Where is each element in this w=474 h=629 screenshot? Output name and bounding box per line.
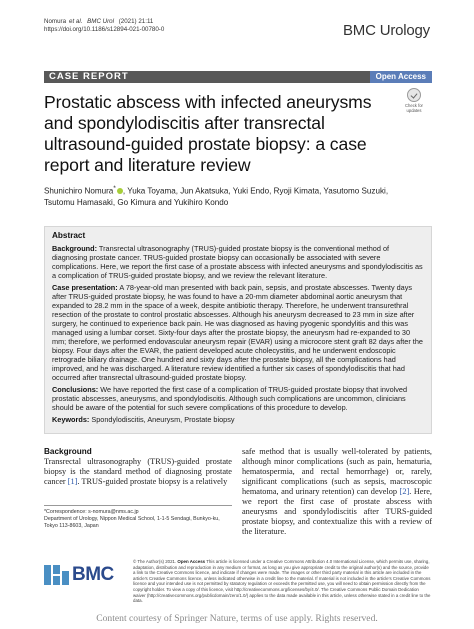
article-type-band <box>44 71 432 83</box>
corresponding-author[interactable]: Shunichiro Nomura <box>44 186 114 196</box>
abstract-keywords: Keywords: Spondylodiscitis, Aneurysm, Prostate biopsy <box>52 415 235 424</box>
abstract-heading: Abstract <box>52 231 86 240</box>
citation-header <box>44 18 164 34</box>
citation-year-volume: (2021) 21:11 <box>118 18 154 25</box>
abstract-box <box>44 226 432 434</box>
citation-doi[interactable]: https://doi.org/10.1186/s12894-021-00780-0 <box>44 26 165 33</box>
reference-link-2[interactable]: [2] <box>399 487 410 496</box>
citation-author: Nomura <box>44 18 67 25</box>
co-authors: , Yuka Toyama, Jun Akatsuka, Yuki Endo, Ryoji Kimata, Yasutomo Suzuki, Tsutomu Hamasaki, Go Kimura and Yukihiro Kondo <box>44 186 389 207</box>
abstract-conclusions: Conclusions: We have reported the first case of a complication of TRUS-guided prostate biopsy that involved prostatic abscesses, aneurysms, and spondylodiscitis. Although such complications are uncommon, clinicians should be aware of the potential for such severe complications of this procedure to develop. <box>52 385 408 412</box>
background-paragraph-right: safe method that is usually well-tolerated by patients, although minor complications (such as pain, hematuria, hematospermia, and rectal hemorrhage) or, rarely, significant complications (such as sepsis, macroscopic hematoma, and urinary retention) can develop [2]. Here, we report the first case of prostate abscess with aneurysms and spondylodiscitis after TURS-guided prostate biopsy, and contextualize this with a review of the literature. <box>242 447 433 536</box>
article-title: Prostatic abscess with infected aneurysms and spondylodiscitis after transrectal ultrasound-guided prostate biopsy: a case report and literature review <box>44 92 372 175</box>
journal-brand: BMC Urology <box>343 22 430 39</box>
abstract-case-presentation: Case presentation: A 78-year-old man presented with back pain, sepsis, and prostate abscesses. Twenty days after TRUS-guided prostate biopsy, he was found to have a 20-mm diameter abdominal aortic aneurysm that expanded to 28.2 mm in the space of a week, despite antibiotic therapy. Therefore, he underwent transurethral resection of the prostate to control prostatic abscesses. Although his aneurysm decreased to 23 mm in size after surgery, he continued to experience back pain. He was diagnosed as having pyogenic spondylitis and this was managed using a lumbar corset. Sixty-four days after the prostate biopsy, the aneurysm had re-expanded to 30 mm; therefore, we performed endovascular aneurysm repair (EVAR) using a microcore stent graft 82 days after the biopsy. Four days after the EVAR, the patient developed acute cholecystitis, and he underwent endoscopic retrograde biliary drainage. One hundred and sixty days after the prostate biopsy, all the complications had improved, and he was discharged. A literature review identified a further six cases of spondylodiscitis that had occurred after transrectal ultrasound-guided prostate biopsy. <box>52 283 423 382</box>
author-list <box>44 183 404 208</box>
correspondence-email[interactable]: *Correspondence: s-nomura@nms.ac.jp <box>44 509 139 515</box>
citation-etal: et al. <box>69 18 83 25</box>
logo-wordmark: BMC <box>72 564 114 585</box>
body-column-left <box>44 447 232 487</box>
license-notice: © The Author(s) 2021. Open Access This article is licensed under a Creative Commons Attribution 4.0 International License, which permits use, sharing, adaptation, distribution and reproduction in any medium or format, as long as you give appropriate credit to the original author(s) and the source, provide a link to the Creative Commons licence, and indicate if changes were made. The images or other third party material in this article are included in the article's Creative Commons licence, unless indicated otherwise in a credit line to the material. If material is not included in the article's Creative Commons licence and your intended use is not permitted by statutory regulation or exceeds the permitted use, you will need to obtain permission directly from the copyright holder. To view a copy of this licence, visit http://creativecommons.org/licenses/by/4.0/. The Creative Commons Public Domain Dedication waiver (http://creativecommons.org/publicdomain/zero/1.0/) applies to the data made available in this article, unless otherwise stated in a credit line to the data. <box>133 559 431 604</box>
citation-journal: BMC Urol <box>87 18 114 25</box>
article-type-label: CASE REPORT <box>49 71 129 82</box>
footer-notice: Content courtesy of Springer Nature, terms of use apply. Rights reserved. <box>96 613 378 624</box>
check-updates-label: Check for updates <box>405 103 423 113</box>
correspondence-address: Department of Urology, Nippon Medical School, 1-1-5 Sendagi, Bunkyo-ku, Tokyo 113-8603, Japan <box>44 516 220 529</box>
background-paragraph-left: Transrectal ultrasonography (TRUS)-guided prostate biopsy is the standard method of diagnosing prostate cancer [1]. TRUS-guided prostate biopsy is a relatively <box>44 457 232 486</box>
abstract-background: Background: Transrectal ultrasonography (TRUS)-guided prostate biopsy is the conventional method of diagnosing prostate cancer. TRUS-guided prostate biopsy can occasionally be associated with severe complications. Here, we report the first case of a prostate abscess with infected aneurysms and spondylodiscitis as a complication of TRUS-guided prostate biopsy, and we review the relevant literature. <box>52 244 423 280</box>
background-heading: Background <box>44 447 92 456</box>
open-access-badge: Open Access <box>370 71 432 83</box>
body-column-right <box>242 447 432 537</box>
logo-mark-block <box>62 571 69 585</box>
reference-link-1[interactable]: [1] <box>67 477 78 486</box>
citation-line <box>44 18 164 26</box>
correspondence-note <box>44 505 232 530</box>
logo-mark-block <box>44 565 51 585</box>
corresponding-mark: * <box>113 185 116 192</box>
check-updates-icon <box>407 88 421 102</box>
logo-mark-block <box>53 565 60 574</box>
bmc-logo <box>44 563 124 587</box>
check-for-updates-button[interactable] <box>400 88 428 114</box>
logo-mark-block <box>53 576 60 585</box>
